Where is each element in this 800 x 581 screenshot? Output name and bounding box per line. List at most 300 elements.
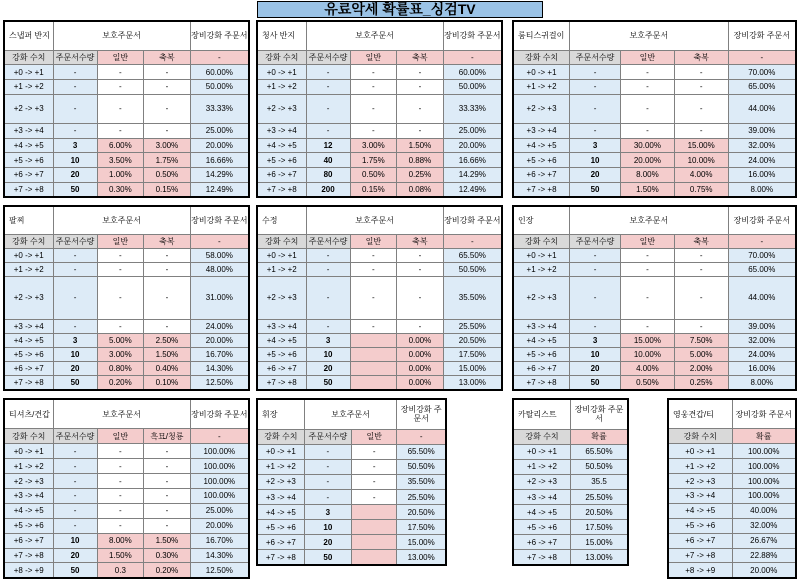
block-title: 휘장: [257, 399, 304, 429]
blessed-cell: 2.50%: [144, 333, 191, 347]
level-cell: +5 -> +6: [4, 518, 53, 533]
level-cell: +1 -> +2: [4, 263, 53, 277]
rate-cell: 14.29%: [443, 168, 502, 183]
rate-cell: 17.50%: [443, 347, 502, 361]
table-row: [257, 505, 446, 520]
table-row: [257, 138, 502, 153]
rate-cell: 44.00%: [728, 94, 796, 123]
blessed-cell: 0.40%: [144, 362, 191, 376]
blessed-cell: 15.00%: [674, 138, 728, 153]
count-cell: -: [304, 444, 351, 459]
table-row: [257, 550, 446, 565]
level-cell: +7 -> +8: [257, 550, 304, 565]
scroll-header: 장비강화 주문서: [443, 206, 502, 234]
normal-cell: 4.00%: [621, 362, 675, 376]
sub-header: -: [397, 429, 446, 444]
rate-cell: 14.30%: [190, 362, 249, 376]
blessed-cell: -: [397, 248, 444, 262]
count-cell: 10: [53, 347, 97, 361]
table-row: [4, 277, 249, 319]
normal-cell: -: [621, 319, 675, 333]
normal-cell: -: [97, 444, 144, 459]
rate-cell: 14.30%: [190, 548, 249, 563]
count-cell: 50: [570, 376, 621, 390]
blessed-cell: -: [144, 124, 191, 139]
normal-cell: 6.00%: [97, 138, 144, 153]
sub-header: 일반: [350, 234, 397, 248]
count-cell: 20: [570, 362, 621, 376]
rate-cell: 33.33%: [443, 94, 502, 123]
count-cell: 3: [570, 333, 621, 347]
block-title: 룸티스귀걸이: [513, 21, 570, 50]
count-cell: 40: [306, 153, 350, 168]
group-header: 보호주문서: [306, 21, 443, 50]
level-cell: +5 -> +6: [257, 347, 306, 361]
blessed-cell: 3.00%: [144, 138, 191, 153]
table-row: [4, 94, 249, 123]
blessed-cell: -: [144, 518, 191, 533]
normal-cell: -: [352, 474, 397, 489]
level-cell: +7 -> +8: [257, 182, 306, 197]
table-row: [513, 347, 796, 361]
blessed-cell: 0.15%: [144, 182, 191, 197]
rate-cell: 17.50%: [571, 520, 629, 535]
bracelet-table: [3, 205, 250, 391]
table-row: [513, 459, 628, 474]
normal-cell: 3.00%: [350, 138, 397, 153]
blessed-cell: -: [144, 80, 191, 95]
rate-cell: 50.50%: [397, 459, 446, 474]
normal-cell: 15.00%: [621, 333, 675, 347]
count-cell: -: [53, 488, 97, 503]
rate-cell: 60.00%: [443, 65, 502, 80]
table-row: [4, 124, 249, 139]
level-cell: +0 -> +1: [257, 248, 306, 262]
table-row: [513, 474, 628, 489]
table-row: [513, 444, 628, 459]
table-row: [257, 444, 446, 459]
rate-cell: 70.00%: [728, 65, 796, 80]
table-row: [257, 168, 502, 183]
rate-cell: 22.88%: [732, 548, 796, 563]
blessed-cell: 0.50%: [144, 168, 191, 183]
blessed-cell: -: [397, 94, 444, 123]
normal-cell: 3.00%: [97, 347, 144, 361]
table-row: [257, 153, 502, 168]
count-cell: -: [306, 263, 350, 277]
level-cell: +0 -> +1: [668, 444, 732, 459]
table-row: [513, 319, 796, 333]
sub-header: 일반: [350, 50, 397, 65]
normal-cell: 5.00%: [97, 333, 144, 347]
blessed-cell: -: [674, 248, 728, 262]
level-cell: +6 -> +7: [4, 533, 53, 548]
level-cell: +7 -> +8: [513, 182, 570, 197]
level-cell: +1 -> +2: [257, 459, 304, 474]
sub-header: 확률: [571, 429, 629, 444]
normal-cell: 0.50%: [350, 168, 397, 183]
table-row: [257, 362, 502, 376]
level-cell: +0 -> +1: [513, 65, 570, 80]
sub-header: 축복: [144, 234, 191, 248]
blessed-cell: -: [144, 277, 191, 319]
level-cell: +2 -> +3: [668, 474, 732, 489]
level-cell: +2 -> +3: [4, 277, 53, 319]
sub-header: 강화 수치: [257, 429, 304, 444]
sub-header: -: [728, 50, 796, 65]
normal-cell: [350, 376, 397, 390]
table-row: [513, 505, 628, 520]
table-row: [4, 138, 249, 153]
blessed-cell: -: [144, 94, 191, 123]
count-cell: -: [53, 503, 97, 518]
table-row: [4, 474, 249, 489]
level-cell: +1 -> +2: [257, 80, 306, 95]
rate-cell: 50.50%: [571, 459, 629, 474]
level-cell: +3 -> +4: [513, 489, 571, 504]
count-cell: -: [53, 263, 97, 277]
count-cell: 50: [53, 182, 97, 197]
table-row: [668, 488, 796, 503]
rate-cell: 24.00%: [190, 319, 249, 333]
table-row: [4, 503, 249, 518]
sub-header: 축복: [674, 234, 728, 248]
count-cell: 3: [570, 138, 621, 153]
blessed-cell: -: [397, 277, 444, 319]
scroll-header: 장비강화 주문서: [190, 206, 249, 234]
blessed-cell: 0.00%: [397, 376, 444, 390]
level-cell: +6 -> +7: [668, 533, 732, 548]
count-cell: -: [570, 319, 621, 333]
count-cell: -: [306, 248, 350, 262]
charisma-table: [512, 398, 629, 566]
normal-cell: 0.50%: [621, 376, 675, 390]
normal-cell: -: [97, 277, 144, 319]
normal-cell: -: [97, 65, 144, 80]
rate-cell: 12.49%: [443, 182, 502, 197]
table-row: [4, 263, 249, 277]
table-row: [513, 80, 796, 95]
normal-cell: -: [97, 459, 144, 474]
normal-cell: -: [97, 248, 144, 262]
sub-header: 일반: [621, 50, 675, 65]
level-cell: +3 -> +4: [4, 319, 53, 333]
group-header: 보호주문서: [53, 399, 190, 429]
count-cell: -: [53, 444, 97, 459]
count-cell: -: [570, 65, 621, 80]
level-cell: +2 -> +3: [513, 277, 570, 319]
level-cell: +5 -> +6: [668, 518, 732, 533]
level-cell: +3 -> +4: [257, 319, 306, 333]
level-cell: +7 -> +8: [513, 376, 570, 390]
normal-cell: -: [352, 444, 397, 459]
blessed-cell: -: [144, 444, 191, 459]
count-cell: 20: [53, 168, 97, 183]
level-cell: +4 -> +5: [513, 505, 571, 520]
blessed-cell: 4.00%: [674, 168, 728, 183]
table-row: [513, 168, 796, 183]
level-cell: +4 -> +5: [257, 505, 304, 520]
normal-cell: 0.80%: [97, 362, 144, 376]
table-row: [668, 503, 796, 518]
normal-cell: [350, 347, 397, 361]
count-cell: 10: [570, 153, 621, 168]
table-row: [257, 333, 502, 347]
sub-header: 확률: [732, 429, 796, 444]
blessed-cell: 0.30%: [144, 548, 191, 563]
count-cell: 10: [570, 347, 621, 361]
table-row: [257, 248, 502, 262]
blessed-cell: 1.50%: [397, 138, 444, 153]
level-cell: +0 -> +1: [4, 444, 53, 459]
count-cell: 50: [53, 376, 97, 390]
normal-cell: -: [97, 124, 144, 139]
blessed-cell: 0.75%: [674, 182, 728, 197]
level-cell: +0 -> +1: [257, 65, 306, 80]
rate-cell: 25.00%: [190, 503, 249, 518]
table-row: [513, 138, 796, 153]
normal-cell: -: [352, 459, 397, 474]
count-cell: 12: [306, 138, 350, 153]
sub-header: 축복: [397, 234, 444, 248]
sub-header: -: [443, 234, 502, 248]
normal-cell: -: [97, 263, 144, 277]
level-cell: +2 -> +3: [513, 474, 571, 489]
block-title: 팔찌: [4, 206, 53, 234]
rate-cell: 16.00%: [728, 362, 796, 376]
table-row: [4, 518, 249, 533]
table-row: [257, 94, 502, 123]
count-cell: -: [570, 94, 621, 123]
count-cell: -: [53, 459, 97, 474]
rate-cell: 65.50%: [397, 444, 446, 459]
normal-cell: -: [97, 80, 144, 95]
sub-header: 축복: [674, 50, 728, 65]
normal-cell: -: [350, 124, 397, 139]
blessed-cell: 5.00%: [674, 347, 728, 361]
count-cell: 80: [306, 168, 350, 183]
level-cell: +2 -> +3: [4, 474, 53, 489]
count-cell: -: [306, 319, 350, 333]
blessed-cell: 0.88%: [397, 153, 444, 168]
normal-cell: 0.3: [97, 563, 144, 578]
blessed-cell: 0.08%: [397, 182, 444, 197]
table-row: [4, 182, 249, 197]
rate-cell: 50.00%: [443, 80, 502, 95]
earring-table: [256, 20, 503, 198]
level-cell: +2 -> +3: [4, 94, 53, 123]
table-row: [4, 533, 249, 548]
normal-cell: 1.50%: [621, 182, 675, 197]
blessed-cell: 1.75%: [144, 153, 191, 168]
count-cell: -: [306, 277, 350, 319]
table-row: [668, 459, 796, 474]
normal-cell: -: [97, 518, 144, 533]
count-cell: 10: [306, 347, 350, 361]
normal-cell: [352, 520, 397, 535]
rate-cell: 33.33%: [190, 94, 249, 123]
table-row: [257, 474, 446, 489]
rate-cell: 20.50%: [443, 333, 502, 347]
rate-cell: 100.00%: [190, 444, 249, 459]
normal-cell: -: [621, 248, 675, 262]
block-title: 카탈리스트: [513, 399, 571, 429]
sub-header: 주문서수량: [306, 234, 350, 248]
count-cell: -: [570, 80, 621, 95]
seal-table: [512, 205, 797, 391]
table-row: [4, 548, 249, 563]
rate-cell: 14.29%: [190, 168, 249, 183]
normal-cell: 8.00%: [97, 533, 144, 548]
rate-cell: 20.00%: [190, 518, 249, 533]
level-cell: +5 -> +6: [4, 153, 53, 168]
count-cell: -: [570, 248, 621, 262]
blessed-cell: -: [397, 319, 444, 333]
normal-cell: -: [621, 277, 675, 319]
sub-header: 주문서수량: [570, 234, 621, 248]
normal-cell: -: [97, 94, 144, 123]
normal-cell: 0.30%: [97, 182, 144, 197]
rate-cell: 50.00%: [190, 80, 249, 95]
blessed-cell: 10.00%: [674, 153, 728, 168]
level-cell: +3 -> +4: [668, 488, 732, 503]
blessed-cell: -: [144, 248, 191, 262]
count-cell: -: [53, 474, 97, 489]
sub-header: 강화 수치: [4, 234, 53, 248]
table-row: [4, 459, 249, 474]
table-row: [513, 362, 796, 376]
table-row: [668, 533, 796, 548]
group-header: 보호주문서: [570, 206, 728, 234]
level-cell: +7 -> +8: [257, 376, 306, 390]
level-cell: +2 -> +3: [257, 474, 304, 489]
table-row: [513, 489, 628, 504]
count-cell: -: [306, 80, 350, 95]
count-cell: 20: [304, 535, 351, 550]
count-cell: 20: [306, 362, 350, 376]
normal-cell: 0.20%: [97, 376, 144, 390]
rate-cell: 25.50%: [397, 489, 446, 504]
level-cell: +6 -> +7: [257, 535, 304, 550]
blessed-cell: -: [144, 488, 191, 503]
blessed-cell: -: [397, 80, 444, 95]
rate-cell: 65.00%: [728, 80, 796, 95]
normal-cell: -: [97, 503, 144, 518]
level-cell: +4 -> +5: [4, 503, 53, 518]
normal-cell: -: [97, 319, 144, 333]
sub-header: 일반: [621, 234, 675, 248]
count-cell: 50: [570, 182, 621, 197]
normal-cell: [350, 362, 397, 376]
rate-cell: 13.00%: [571, 550, 629, 565]
level-cell: +2 -> +3: [257, 94, 306, 123]
table-row: [513, 550, 628, 565]
block-title: 청사 반지: [257, 21, 306, 50]
normal-cell: 30.00%: [621, 138, 675, 153]
normal-cell: -: [350, 248, 397, 262]
rate-cell: 35.50%: [397, 474, 446, 489]
blessed-cell: -: [674, 277, 728, 319]
sub-header: 축복: [144, 50, 191, 65]
level-cell: +1 -> +2: [513, 80, 570, 95]
table-row: [513, 535, 628, 550]
blessed-cell: -: [144, 319, 191, 333]
sub-header: 강화 수치: [4, 429, 53, 444]
blessed-cell: 0.10%: [144, 376, 191, 390]
rate-cell: 100.00%: [732, 444, 796, 459]
blessed-cell: -: [397, 263, 444, 277]
scroll-header: 장비강화 주문서: [397, 399, 446, 429]
level-cell: +3 -> +4: [257, 489, 304, 504]
blessed-cell: -: [144, 459, 191, 474]
normal-cell: 20.00%: [621, 153, 675, 168]
blessed-cell: 1.50%: [144, 347, 191, 361]
crystal-table: [256, 205, 503, 391]
normal-cell: -: [350, 80, 397, 95]
scroll-header: 장비강화 주문서: [443, 21, 502, 50]
level-cell: +5 -> +6: [257, 520, 304, 535]
table-row: [4, 563, 249, 578]
normal-cell: -: [621, 65, 675, 80]
count-cell: -: [53, 80, 97, 95]
count-cell: -: [53, 94, 97, 123]
rate-cell: 16.70%: [190, 347, 249, 361]
count-cell: 3: [53, 138, 97, 153]
block-title: 수정: [257, 206, 306, 234]
rate-cell: 12.49%: [190, 182, 249, 197]
table-row: [668, 563, 796, 578]
table-row: [668, 444, 796, 459]
blessed-cell: 0.25%: [674, 376, 728, 390]
rate-cell: 17.50%: [397, 520, 446, 535]
sub-header: 강화 수치: [257, 234, 306, 248]
rate-cell: 16.66%: [190, 153, 249, 168]
table-row: [257, 319, 502, 333]
normal-cell: [352, 505, 397, 520]
count-cell: 50: [306, 376, 350, 390]
level-cell: +5 -> +6: [513, 153, 570, 168]
table-row: [4, 488, 249, 503]
blessed-cell: 7.50%: [674, 333, 728, 347]
normal-cell: 1.75%: [350, 153, 397, 168]
level-cell: +6 -> +7: [513, 535, 571, 550]
sub-header: 강화 수치: [4, 50, 53, 65]
scroll-header: 장비강화 주문서: [571, 399, 629, 429]
necklace-table: [512, 20, 797, 198]
sub-header: 강화 수치: [513, 234, 570, 248]
level-cell: +1 -> +2: [4, 459, 53, 474]
rate-cell: 16.66%: [443, 153, 502, 168]
rate-cell: 65.50%: [443, 248, 502, 262]
count-cell: -: [304, 489, 351, 504]
count-cell: 20: [53, 362, 97, 376]
rate-cell: 58.00%: [190, 248, 249, 262]
block-title: 영웅견갑/티: [668, 399, 732, 429]
blessed-cell: -: [397, 124, 444, 139]
level-cell: +8 -> +9: [4, 563, 53, 578]
rate-cell: 20.00%: [732, 563, 796, 578]
rate-cell: 16.70%: [190, 533, 249, 548]
table-row: [257, 459, 446, 474]
normal-cell: 1.50%: [97, 548, 144, 563]
rate-cell: 32.00%: [732, 518, 796, 533]
level-cell: +6 -> +7: [513, 362, 570, 376]
rate-cell: 25.50%: [571, 489, 629, 504]
rate-cell: 20.00%: [190, 333, 249, 347]
blessed-cell: -: [144, 263, 191, 277]
level-cell: +5 -> +6: [4, 347, 53, 361]
level-cell: +1 -> +2: [513, 459, 571, 474]
